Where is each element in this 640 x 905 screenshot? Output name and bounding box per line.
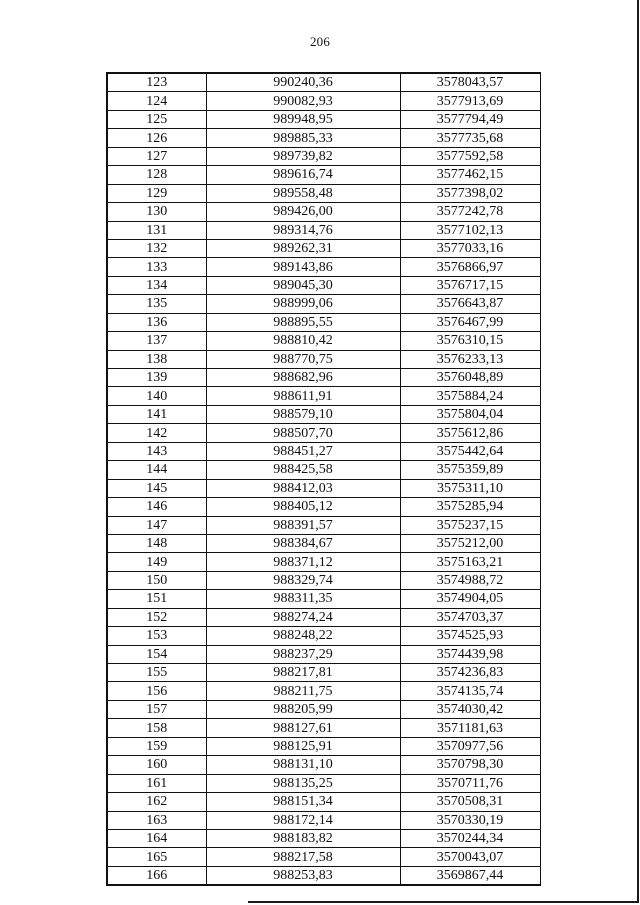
y-coordinate-cell: 3577033,16 [400, 239, 540, 257]
coordinates-table-body [107, 73, 540, 885]
point-number-cell: 129 [107, 184, 206, 202]
x-coordinate-cell: 988895,55 [206, 313, 400, 331]
y-coordinate-cell: 3575442,64 [400, 442, 540, 460]
x-coordinate-cell: 988217,81 [206, 664, 400, 682]
point-number-cell: 132 [107, 239, 206, 257]
point-number-cell: 150 [107, 571, 206, 589]
table-row [107, 590, 540, 608]
point-number-cell: 123 [107, 73, 206, 92]
table-row [107, 645, 540, 663]
point-number-cell: 145 [107, 479, 206, 497]
point-number-cell: 140 [107, 387, 206, 405]
y-coordinate-cell: 3575884,24 [400, 387, 540, 405]
table-row [107, 829, 540, 847]
coordinates-table [106, 72, 541, 886]
point-number-cell: 142 [107, 424, 206, 442]
point-number-cell: 151 [107, 590, 206, 608]
y-coordinate-cell: 3574525,93 [400, 627, 540, 645]
y-coordinate-cell: 3570244,34 [400, 829, 540, 847]
x-coordinate-cell: 988131,10 [206, 756, 400, 774]
table-row [107, 258, 540, 276]
y-coordinate-cell: 3575804,04 [400, 405, 540, 423]
y-coordinate-cell: 3577462,15 [400, 166, 540, 184]
table-row [107, 866, 540, 885]
point-number-cell: 166 [107, 866, 206, 885]
point-number-cell: 138 [107, 350, 206, 368]
y-coordinate-cell: 3569867,44 [436, 868, 504, 884]
x-coordinate-cell: 988125,91 [206, 737, 400, 755]
table-row [107, 534, 540, 552]
x-coordinate-cell: 988507,70 [206, 424, 400, 442]
table-row [107, 774, 540, 792]
table-row [107, 571, 540, 589]
y-coordinate-cell: 3577398,02 [400, 184, 540, 202]
table-row [107, 461, 540, 479]
table-row [107, 664, 540, 682]
point-number-cell: 146 [107, 498, 206, 516]
x-coordinate-cell: 988999,06 [206, 295, 400, 313]
table-row [107, 498, 540, 516]
y-coordinate-cell: 3574988,72 [400, 571, 540, 589]
point-number-cell: 130 [107, 203, 206, 221]
y-coordinate-cell: 3574030,42 [400, 700, 540, 718]
table-row [107, 516, 540, 534]
x-coordinate-cell: 989143,86 [206, 258, 400, 276]
table-row [107, 147, 540, 165]
point-number-cell: 137 [107, 332, 206, 350]
point-number-cell: 126 [107, 129, 206, 147]
x-coordinate-cell: 988172,14 [206, 811, 400, 829]
y-coordinate-cell: 3570711,76 [400, 774, 540, 792]
y-coordinate-cell: 3577242,78 [400, 203, 540, 221]
table-row [107, 700, 540, 718]
x-coordinate-cell: 988253,83 [206, 866, 400, 885]
x-coordinate-cell: 988329,74 [206, 571, 400, 589]
point-number-cell: 134 [107, 276, 206, 294]
table-row [107, 239, 540, 257]
y-coordinate-cell: 3577913,69 [400, 92, 540, 110]
point-number-cell: 164 [107, 829, 206, 847]
x-coordinate-cell: 989739,82 [206, 147, 400, 165]
table-row [107, 92, 540, 110]
point-number-cell: 143 [107, 442, 206, 460]
y-coordinate-cell: 3575612,86 [400, 424, 540, 442]
table-row [107, 110, 540, 128]
table-row [107, 848, 540, 866]
x-coordinate-cell: 988237,29 [206, 645, 400, 663]
y-coordinate-cell: 3576310,15 [400, 332, 540, 350]
bottom-rule [248, 901, 637, 903]
table-row [107, 793, 540, 811]
table-row [107, 608, 540, 626]
table-row [107, 313, 540, 331]
table-row [107, 369, 540, 387]
y-coordinate-cell: 3574236,83 [400, 664, 540, 682]
y-coordinate-cell: 3570508,31 [400, 793, 540, 811]
x-coordinate-cell: 989948,95 [206, 110, 400, 128]
y-coordinate-cell: 3574439,98 [400, 645, 540, 663]
table-row [107, 276, 540, 294]
x-coordinate-cell: 989558,48 [206, 184, 400, 202]
y-coordinate-cell: 3575237,15 [400, 516, 540, 534]
x-coordinate-cell: 988151,34 [206, 793, 400, 811]
x-coordinate-cell: 988810,42 [206, 332, 400, 350]
point-number-cell: 125 [107, 110, 206, 128]
y-coordinate-cell: 3574703,37 [400, 608, 540, 626]
table-row [107, 719, 540, 737]
x-coordinate-cell: 988127,61 [206, 719, 400, 737]
point-number-cell: 154 [107, 645, 206, 663]
table-row [107, 184, 540, 202]
point-number-cell: 163 [107, 811, 206, 829]
x-coordinate-cell: 988217,58 [206, 848, 400, 866]
x-coordinate-cell: 990082,93 [206, 92, 400, 110]
point-number-cell: 149 [107, 553, 206, 571]
y-coordinate-cell: 3575285,94 [400, 498, 540, 516]
point-number-cell: 156 [107, 682, 206, 700]
x-coordinate-cell: 988205,99 [206, 700, 400, 718]
x-coordinate-cell: 989426,00 [206, 203, 400, 221]
table-row [107, 737, 540, 755]
x-coordinate-cell: 988412,03 [206, 479, 400, 497]
table-row [107, 166, 540, 184]
y-coordinate-cell: 3577592,58 [400, 147, 540, 165]
y-coordinate-cell: 3576467,99 [400, 313, 540, 331]
x-coordinate-cell: 988311,35 [206, 590, 400, 608]
table-row [107, 387, 540, 405]
x-coordinate-cell: 989262,31 [206, 239, 400, 257]
x-coordinate-cell: 989314,76 [206, 221, 400, 239]
y-coordinate-cell: 3570798,30 [400, 756, 540, 774]
x-coordinate-cell: 988135,25 [206, 774, 400, 792]
y-coordinate-cell: 3575212,00 [400, 534, 540, 552]
point-number-cell: 131 [107, 221, 206, 239]
table-row [107, 203, 540, 221]
y-coordinate-cell: 3574904,05 [400, 590, 540, 608]
x-coordinate-cell: 989885,33 [206, 129, 400, 147]
point-number-cell: 141 [107, 405, 206, 423]
point-number-cell: 152 [107, 608, 206, 626]
y-coordinate-cell: 3570043,07 [400, 848, 540, 866]
table-row [107, 295, 540, 313]
point-number-cell: 127 [107, 147, 206, 165]
x-coordinate-cell: 989045,30 [206, 276, 400, 294]
x-coordinate-cell: 990240,36 [206, 73, 400, 92]
point-number-cell: 135 [107, 295, 206, 313]
x-coordinate-cell: 988579,10 [206, 405, 400, 423]
table-row [107, 756, 540, 774]
y-coordinate-cell: 3574135,74 [400, 682, 540, 700]
point-number-cell: 147 [107, 516, 206, 534]
x-coordinate-cell: 988274,24 [206, 608, 400, 626]
table-row [107, 350, 540, 368]
point-number-cell: 162 [107, 793, 206, 811]
y-coordinate-cell: 3575311,10 [400, 479, 540, 497]
point-number-cell: 161 [107, 774, 206, 792]
y-coordinate-cell: 3575359,89 [400, 461, 540, 479]
y-coordinate-cell: 3576048,89 [400, 369, 540, 387]
x-coordinate-cell: 988451,27 [206, 442, 400, 460]
point-number-cell: 155 [107, 664, 206, 682]
y-coordinate-cell: 3576866,97 [400, 258, 540, 276]
table-row [107, 553, 540, 571]
table-row [107, 442, 540, 460]
y-coordinate-cell: 3570330,19 [400, 811, 540, 829]
point-number-cell: 148 [107, 534, 206, 552]
table-row [107, 332, 540, 350]
page-number: 206 [309, 34, 331, 49]
x-coordinate-cell: 988248,22 [206, 627, 400, 645]
x-coordinate-cell: 988770,75 [206, 350, 400, 368]
point-number-cell: 165 [107, 848, 206, 866]
point-number-cell: 128 [107, 166, 206, 184]
x-coordinate-cell: 988405,12 [206, 498, 400, 516]
y-coordinate-cell: 3578043,57 [400, 73, 540, 92]
x-coordinate-cell: 988183,82 [206, 829, 400, 847]
table-row [107, 627, 540, 645]
y-coordinate-cell: 3575163,21 [400, 553, 540, 571]
point-number-cell: 159 [107, 737, 206, 755]
y-coordinate-cell: 3576717,15 [400, 276, 540, 294]
table-row [107, 73, 540, 92]
y-coordinate-cell: 3577735,68 [400, 129, 540, 147]
table-row [107, 221, 540, 239]
table-row [107, 405, 540, 423]
x-coordinate-cell: 988425,58 [206, 461, 400, 479]
x-coordinate-cell: 988611,91 [206, 387, 400, 405]
point-number-cell: 144 [107, 461, 206, 479]
x-coordinate-cell: 988391,57 [206, 516, 400, 534]
table-row [107, 129, 540, 147]
table-row [107, 479, 540, 497]
y-coordinate-cell: 3570977,56 [400, 737, 540, 755]
y-coordinate-cell: 3576233,13 [400, 350, 540, 368]
point-number-cell: 160 [107, 756, 206, 774]
y-coordinate-cell: 3576643,87 [400, 295, 540, 313]
x-coordinate-cell: 989616,74 [206, 166, 400, 184]
y-coordinate-cell: 3577102,13 [400, 221, 540, 239]
table-row [107, 811, 540, 829]
x-coordinate-cell: 988371,12 [206, 553, 400, 571]
point-number-cell: 124 [107, 92, 206, 110]
point-number-cell: 158 [107, 719, 206, 737]
point-number-cell: 133 [107, 258, 206, 276]
point-number-cell: 153 [107, 627, 206, 645]
point-number-cell: 136 [107, 313, 206, 331]
x-coordinate-cell: 988384,67 [206, 534, 400, 552]
point-number-cell: 157 [107, 700, 206, 718]
table-row [107, 424, 540, 442]
x-coordinate-cell: 988682,96 [206, 369, 400, 387]
x-coordinate-cell: 988211,75 [206, 682, 400, 700]
y-coordinate-cell: 3571181,63 [400, 719, 540, 737]
table-row [107, 682, 540, 700]
y-coordinate-cell: 3577794,49 [400, 110, 540, 128]
point-number-cell: 139 [107, 369, 206, 387]
